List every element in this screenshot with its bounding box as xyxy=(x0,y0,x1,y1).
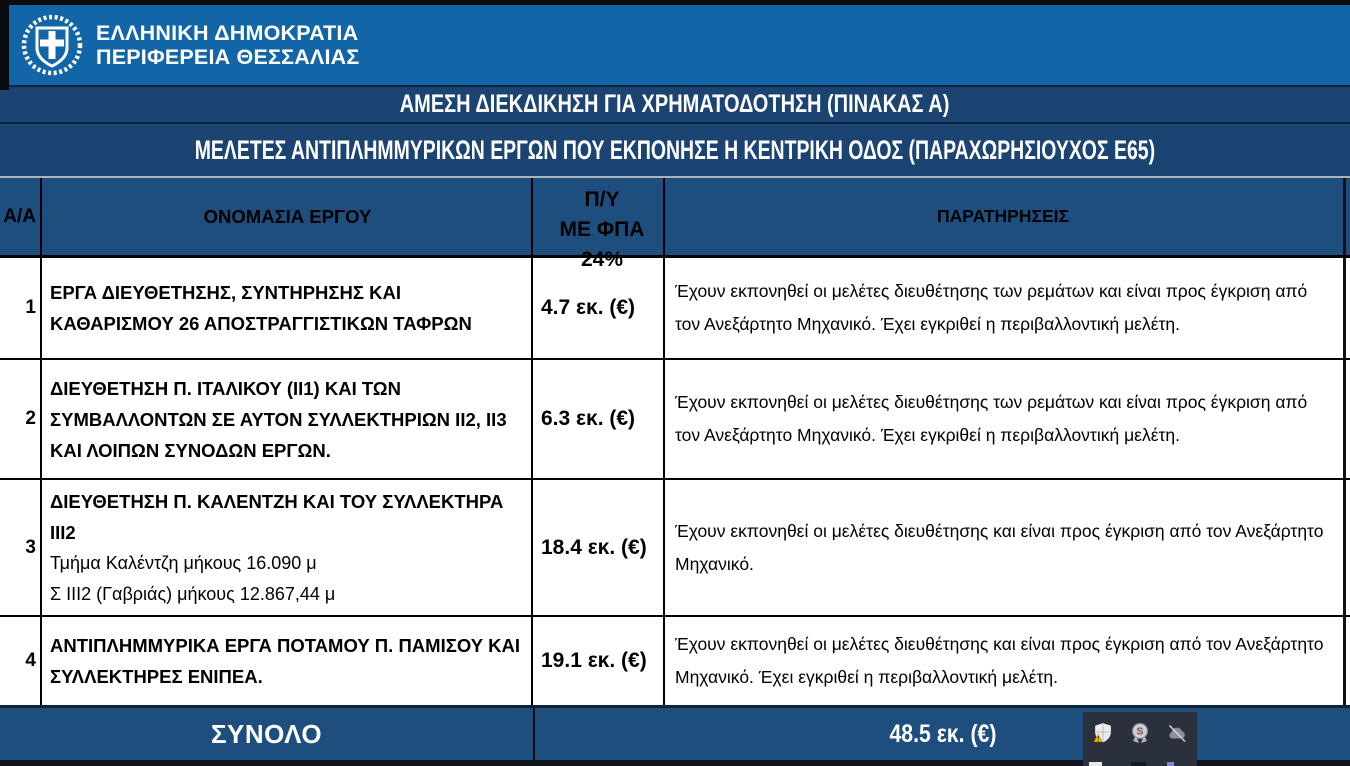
left-edge xyxy=(0,5,9,90)
table-row xyxy=(0,258,1350,360)
project-name xyxy=(42,480,533,615)
projects-table xyxy=(0,178,1350,760)
column-header-budget xyxy=(533,178,665,271)
project-remarks xyxy=(665,617,1346,705)
project-name xyxy=(42,360,533,478)
project-budget: 4.7 εκ. (€) xyxy=(533,258,665,358)
project-title: ΔΙΕΥΘΕΤΗΣΗ Π. ΙΤΑΛΙΚΟΥ (ΙΙ1) ΚΑΙ ΤΩΝ ΣΥΜΒΑΛΛΟΝΤΩΝ ΣΕ ΑΥΤΟΝ ΣΥΛΛΕΚΤΗΡΙΩΝ ΙΙ2, ΙΙ3 ΚΑΙ ΛΟΙΠΩΝ ΣΥΝΟΔΩΝ ΕΡΓΩΝ. xyxy=(50,377,507,461)
project-budget: 19.1 εκ. (€) xyxy=(533,617,665,705)
s-badge-icon[interactable] xyxy=(1128,721,1152,745)
security-shield-warning-icon[interactable] xyxy=(1091,721,1115,745)
row-index: 3 xyxy=(0,480,42,615)
system-tray-popup[interactable] xyxy=(1083,712,1197,766)
partial-tray-icon[interactable] xyxy=(1167,762,1174,766)
project-remarks xyxy=(665,258,1346,358)
project-title: ΔΙΕΥΘΕΤΗΣΗ Π. ΚΑΛΕΝΤΖΗ ΚΑΙ ΤΟΥ ΣΥΛΛΕΚΤΗΡΑ ΙΙΙ2 xyxy=(50,490,504,543)
header-title-line1: ΕΛΛΗΝΙΚΗ ΔΗΜΟΚΡΑΤΙΑ xyxy=(96,21,359,45)
table-header-row xyxy=(0,178,1350,271)
partial-tray-icon[interactable] xyxy=(1089,762,1102,766)
project-detail-line: Τμήμα Καλέντζη μήκους 16.090 μ xyxy=(50,552,317,573)
remarks-text: Έχουν εκπονηθεί οι μελέτες διευθέτησης και είναι προς έγκριση από τον Ανεξάρτητο Μηχανικό. xyxy=(675,520,1324,574)
svg-text:S: S xyxy=(1136,726,1144,738)
total-value-text: 48.5 εκ. (€) xyxy=(889,719,996,748)
project-remarks xyxy=(665,480,1346,615)
row-index: 4 xyxy=(0,617,42,705)
table-row xyxy=(0,360,1350,480)
project-budget: 18.4 εκ. (€) xyxy=(533,480,665,615)
project-title: ΕΡΓΑ ΔΙΕΥΘΕΤΗΣΗΣ, ΣΥΝΤΗΡΗΣΗΣ ΚΑΙ ΚΑΘΑΡΙΣΜΟΥ 26 ΑΠΟΣΤΡΑΓΓΙΣΤΙΚΩΝ ΤΑΦΡΩΝ xyxy=(50,282,472,334)
total-label: ΣΥΝΟΛΟ xyxy=(0,708,535,760)
total-value xyxy=(535,708,1350,760)
remarks-text: Έχουν εκπονηθεί οι μελέτες διευθέτησης και είναι προς έγκριση από τον Ανεξάρτητο Μηχανικό. Έχει εγκριθεί η περιβαλλοντική μελέτη. xyxy=(675,634,1324,687)
column-header-index: Α/Α xyxy=(0,178,42,255)
banner-secondary-text: ΜΕΛΕΤΕΣ ΑΝΤΙΠΛΗΜΜΥΡΙΚΩΝ ΕΡΓΩΝ ΠΟΥ ΕΚΠΟΝΗΣΕ Η ΚΕΝΤΡΙΚΗ ΟΔΟΣ (ΠΑΡΑΧΩΡΗΣΙΟΥΧΟΣ Ε65) xyxy=(194,134,1156,165)
budget-header-line2: ΜΕ ΦΠΑ xyxy=(559,218,645,241)
table-row xyxy=(0,617,1350,708)
header-band xyxy=(0,0,1350,85)
column-header-remarks: ΠΑΡΑΤΗΡΗΣΕΙΣ xyxy=(665,178,1346,255)
project-detail-line: Σ ΙΙΙ2 (Γαβριάς) μήκους 12.867,44 μ xyxy=(50,583,336,604)
project-title: ΑΝΤΙΠΛΗΜΜΥΡΙΚΑ ΕΡΓΑ ΠΟΤΑΜΟΥ Π. ΠΑΜΙΣΟΥ ΚΑΙ ΣΥΛΛΕΚΤΗΡΕΣ ΕΝΙΠΕΑ. xyxy=(50,635,521,687)
budget-header-line3: 24% xyxy=(580,248,624,271)
row-index: 2 xyxy=(0,360,42,478)
budget-header-line1: Π/Υ xyxy=(584,188,620,211)
greek-coat-of-arms-icon xyxy=(20,12,84,78)
partial-tray-icon[interactable] xyxy=(1131,762,1146,766)
header-title-line2: ΠΕΡΙΦΕΡΕΙΑ ΘΕΣΣΑΛΙΑΣ xyxy=(96,45,360,69)
project-name xyxy=(42,258,533,358)
row-index: 1 xyxy=(0,258,42,358)
remarks-text: Έχουν εκπονηθεί οι μελέτες διευθέτησης των ρεμάτων και είναι προς έγκριση από τον Ανεξάρτητο Μηχανικό. Έχει εγκριθεί η περιβαλλοντική μελέτη. xyxy=(675,281,1308,334)
column-header-name: ΟΝΟΜΑΣΙΑ ΕΡΓΟΥ xyxy=(42,178,533,255)
banner-primary-text: ΑΜΕΣΗ ΔΙΕΚΔΙΚΗΣΗ ΓΙΑ ΧΡΗΜΑΤΟΔΟΤΗΣΗ (ΠΙΝΑΚΑΣ Α) xyxy=(400,90,950,118)
banner-primary xyxy=(0,87,1350,122)
project-name xyxy=(42,617,533,705)
remarks-text: Έχουν εκπονηθεί οι μελέτες διευθέτησης των ρεμάτων και είναι προς έγκριση από τον Ανεξάρτητο Μηχανικό. Έχει εγκριθεί η περιβαλλοντική μελέτη. xyxy=(675,392,1308,445)
table-row xyxy=(0,480,1350,617)
banner-secondary xyxy=(0,124,1350,176)
project-budget: 6.3 εκ. (€) xyxy=(533,360,665,478)
project-remarks xyxy=(665,360,1346,478)
cloud-offline-icon[interactable] xyxy=(1165,721,1189,745)
